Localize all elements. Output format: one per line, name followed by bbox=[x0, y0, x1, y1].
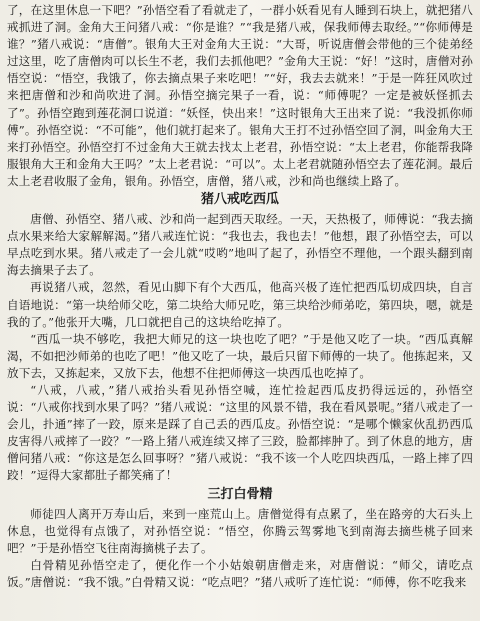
story-paragraph: 了，在这里休息一下吧？”孙悟空看了看就走了，一群小妖看见有人睡到石块上，就把猪八戒抓进了洞。金角大王问猪八戒：“你是谁？”“我是猪八戒，保我师傅去取经。”“你师傅是谁？”猪八戒说：“唐僧”。银角大王对金角大王说：“大哥，听说唐僧会带他的三个徒弟经过这里，吃了唐僧肉可以长生不老，我们去抓他吧？”金角大王说：“好！”这时，唐僧对孙悟空说：“悟空，我饿了，你去摘点果子来吃吧！”“好，我去去就来！”于是一阵狂风吹过来把唐僧和沙和尚吹进了洞。孙悟空摘完果子一看，说：“师傅呢？一定是被妖怪抓去了”。孙悟空跑到莲花洞口说道：“妖怪，快出来！”这时银角大王出来了说：“我没抓你师傅”。孙悟空说：“不可能”，他们就打起来了。银角大王打不过孙悟空回了洞，叫金角大王来打孙悟空。孙悟空打不过金角大王就去找太上老君，孙悟空说：“太上老君，你能帮我降服银角大王和金角大王吗？”太上老君说：“可以”。太上老君就随孙悟空去了莲花洞。最后太上老君收服了金角，银角。孙悟空，唐僧，猪八戒，沙和尚也继续上路了。 bbox=[7, 3, 473, 188]
story-paragraph: 白骨精见孙悟空走了，便化作一个小姑娘朝唐僧走来，对唐僧说：“师父，请吃点饭。”唐僧说：“我不饿。”白骨精又说：“吃点吧？”猪八戒听了连忙说：“师傅，你不吃我来 bbox=[7, 557, 473, 589]
story-paragraph: 唐僧、孙悟空、猪八戒、沙和尚一起到西天取经。一天，天热极了，师傅说：“我去摘点水果来给大家解解渴。”猪八戒连忙说：“我也去，我也去！”他想，跟了孙悟空去，可以早点吃到水果。猪八戒走了一会儿就“哎哟”地叫了起了，孙悟空不理他，一个跟头翻到南海去摘果子去了。 bbox=[7, 212, 473, 278]
story-paragraph: “八戒，八戒，”猪八戒抬头看见孙悟空喊，连忙捡起西瓜皮扔得远远的，孙悟空说：“八戒你找到水果了吗？”猪八戒说：“这里的风景不错，我在看风景呢。”猪八戒走了一会儿，扑通”摔了一跤，原来是踩了自己丢的西瓜皮。孙悟空说：“是哪个懒家伙乱扔西瓜皮害得八戒摔了一跤？”一路上猪八戒连续又摔了三跤，脸都摔肿了。到了休息的地方，唐僧问猪八戒：“你这是怎么回事呀？”猪八戒说：“我不该一个人吃四块西瓜，一路上摔了四跤！”逗得大家都肚子都笑痛了！ bbox=[7, 382, 473, 483]
page-content bbox=[7, 2, 473, 591]
story-title: 猪八戒吃西瓜 bbox=[200, 192, 279, 208]
story-paragraph: 再说猪八戒，忽然，看见山脚下有个大西瓜，他高兴极了连忙把西瓜切成四块，自言自语地说：“第一块给师父吃，第二块给大师兄吃，第三块给沙师弟吃，第四块，嗯，就是我的了。”他张开大嘴，几口就把自己的这块给吃掉了。 bbox=[7, 280, 473, 329]
story-paragraph: 师徒四人离开万寿山后，来到一座荒山上。唐僧觉得有点累了，坐在路旁的大石头上休息，也觉得有点饿了，对孙悟空说：“悟空，你腾云驾雾地飞到南海去摘些桃子回来吧？”于是孙悟空飞往南海摘桃子去了。 bbox=[7, 506, 473, 555]
story-paragraph: “西瓜一块不够吃，我把大师兄的这一块也吃了吧？”于是他又吃了一块。“西瓜真解渴，不如把沙师弟的也吃了吧！”他又吃了一块，最后只留下师傅的一块了。他拣起来，又放下去，又拣起来，又放下去，他想不住把师傅这一块西瓜也吃掉了。 bbox=[7, 331, 473, 380]
story-title: 三打白骨精 bbox=[207, 486, 273, 502]
